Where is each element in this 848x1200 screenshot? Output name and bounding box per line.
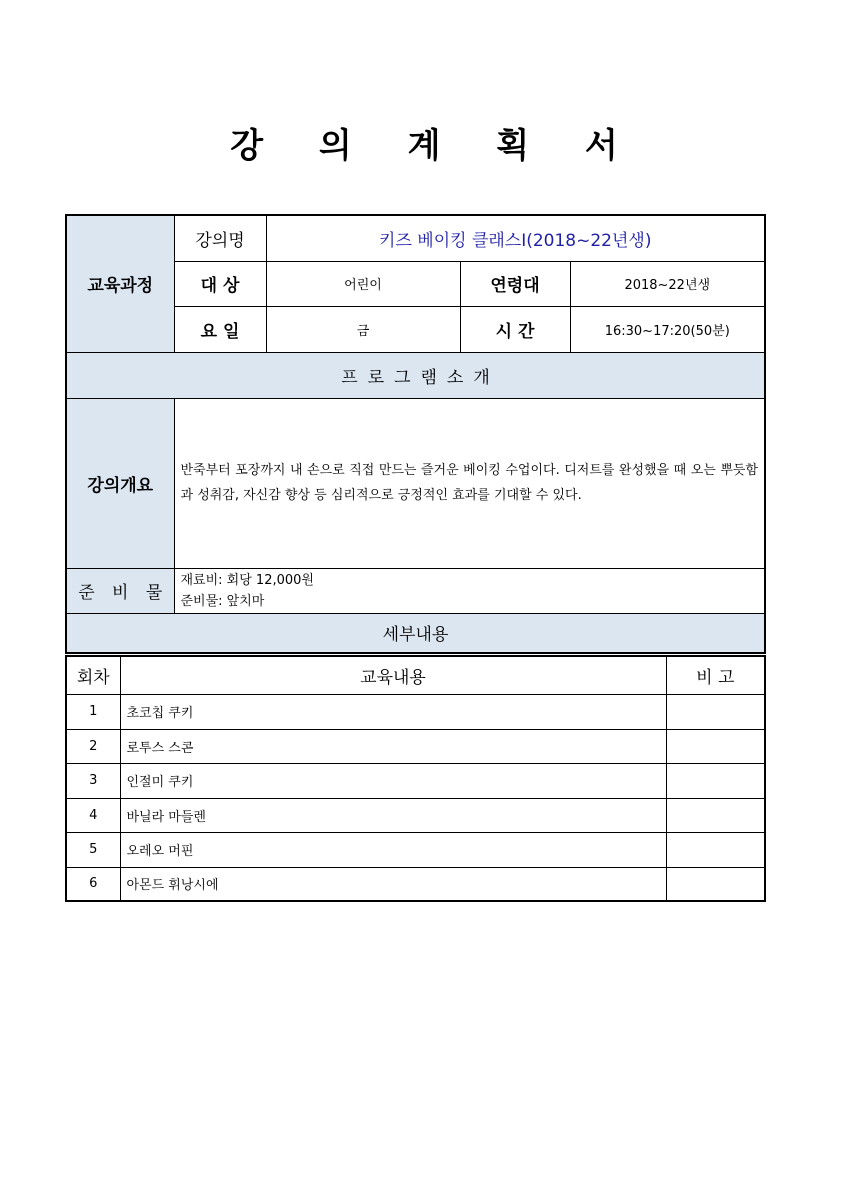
curriculum-label: 교육과정 [66,215,174,352]
overview-label: 강의개요 [66,398,174,568]
prep-fee: 재료비: 회당 12,000원 [180,572,314,588]
session-header: 회차 [66,656,120,694]
day-value: 금 [266,306,460,352]
prep-text [174,568,765,613]
table-row [66,729,765,763]
session-note [666,798,765,832]
day-label: 요 일 [174,306,266,352]
session-note [666,729,765,763]
session-number: 6 [66,867,120,901]
table-row [66,694,765,729]
target-value: 어린이 [266,261,460,306]
program-section-title: 프로그램소개 [66,352,765,398]
details-section-title: 세부내용 [66,613,765,653]
table-row [66,798,765,832]
session-number: 1 [66,694,120,729]
session-note [666,763,765,798]
session-number: 5 [66,832,120,867]
prep-label: 준 비 물 [66,568,174,613]
course-name-label: 강의명 [174,215,266,261]
table-row [66,867,765,901]
session-table-header [66,656,765,694]
session-content: 인절미 쿠키 [120,763,666,798]
content-header: 교육내용 [120,656,666,694]
session-number: 4 [66,798,120,832]
target-label: 대 상 [174,261,266,306]
note-header: 비 고 [666,656,765,694]
age-label: 연령대 [460,261,570,306]
course-name: 키즈 베이킹 클래스Ⅰ(2018~22년생) [266,215,765,261]
session-content: 로투스 스콘 [120,729,666,763]
session-content: 오레오 머핀 [120,832,666,867]
session-note [666,867,765,901]
prep-items: 준비물: 앞치마 [180,593,265,609]
session-content: 아몬드 휘낭시에 [120,867,666,901]
time-value: 16:30~17:20(50분) [570,306,765,352]
session-note [666,832,765,867]
table-row [66,832,765,867]
session-table [65,655,766,902]
session-content: 초코칩 쿠키 [120,694,666,729]
table-row [66,763,765,798]
overview-text: 반죽부터 포장까지 내 손으로 직접 만드는 즐거운 베이킹 수업이다. 디저트를 완성했을 때 오는 뿌듯함과 성취감, 자신감 향상 등 심리적으로 긍정적인 효과를 기대할 수 있다. [174,398,765,568]
course-info-table [65,214,766,654]
session-number: 2 [66,729,120,763]
session-number: 3 [66,763,120,798]
document-title: 강 의 계 획 서 [230,126,640,166]
time-label: 시 간 [460,306,570,352]
age-value: 2018~22년생 [570,261,765,306]
session-content: 바닐라 마들렌 [120,798,666,832]
session-note [666,694,765,729]
